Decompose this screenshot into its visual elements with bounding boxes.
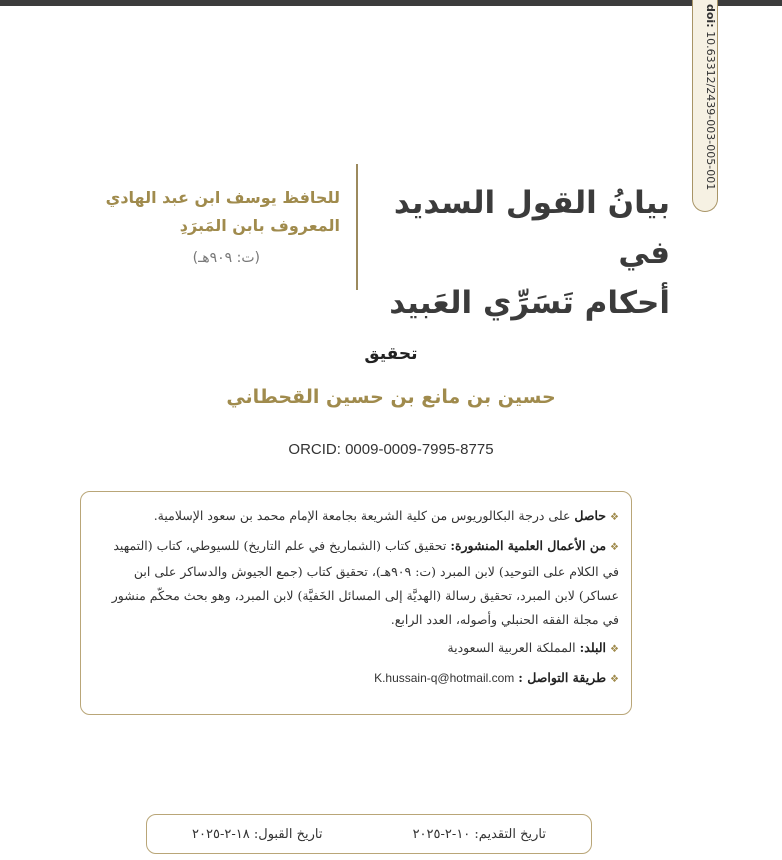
diamond-bullet-icon: ❖ [610,512,619,523]
bio-degree-label: حاصل [574,508,607,523]
tahqiq-heading: تحقيق [364,344,418,364]
bio-degree [99,504,619,530]
researcher-name: حسين بن مانع بن حسين القحطاني [226,386,556,408]
bio-degree-text: على درجة البكالوريوس من كلية الشريعة بجامعة الإمام محمد بن سعود الإسلامية. [153,508,571,523]
orcid-id[interactable]: ORCID: 0009-0009-7995-8775 [288,441,494,458]
diamond-bullet-icon: ❖ [610,644,619,655]
author-death-date: (ت: ٩٠٩هـ) [192,250,260,266]
bio-works [99,534,619,632]
diamond-bullet-icon: ❖ [610,674,619,685]
bio-works-label: من الأعمال العلمية المنشورة: [450,538,607,553]
doi-text[interactable] [704,4,717,190]
author-block [70,184,340,266]
title-line-2: أحكام تَسَرِّي العَبيد [389,285,670,321]
bio-country [99,636,619,662]
author-line-2: المعروف بابن المَبرَدِ [179,216,340,235]
bio-contact-label: طريقة التواصل : [518,670,607,685]
doi-value: 10.63312/2439-003-005-001 [704,31,717,191]
bio-country-label: البلد: [579,640,607,655]
researcher-bio-box [80,491,632,715]
vertical-divider [356,164,358,290]
bio-country-text: المملكة العربية السعودية [447,640,576,655]
dates-box [146,814,592,854]
contact-email-link[interactable]: K.hussain-q@hotmail.com [374,671,515,685]
title-line-1: بيانُ القول السديد في [393,185,670,271]
diamond-bullet-icon: ❖ [610,542,619,553]
bio-works-text: تحقيق كتاب (الشماريخ في علم التاريخ) للسيوطي، كتاب (التمهيد في الكلام على التوحيد) لابن المبرد (ت: ٩٠٩هـ)، تحقيق كتاب (جمع الجيوش والدساكر على ابن عساكر) لابن المبرد، تحقيق رسالة (الهديَّة إلى المسائل الخَفيَّة) لابن المبرد، وهو بحث محكّم منشور في مجلة الفقه الحنبلي وأصوله، العدد الرابع. [111,538,619,627]
doi-label: doi: [704,4,717,28]
acceptance-date: تاريخ القبول: ١٨-٢-٢٠٢٥ [192,826,323,842]
top-border-bar [0,0,782,6]
author-line-1: للحافظ يوسف ابن عبد الهادي [105,188,340,207]
article-title [370,178,670,328]
bio-contact [99,666,619,692]
submission-date: تاريخ التقديم: ١٠-٢-٢٠٢٥ [412,826,546,842]
